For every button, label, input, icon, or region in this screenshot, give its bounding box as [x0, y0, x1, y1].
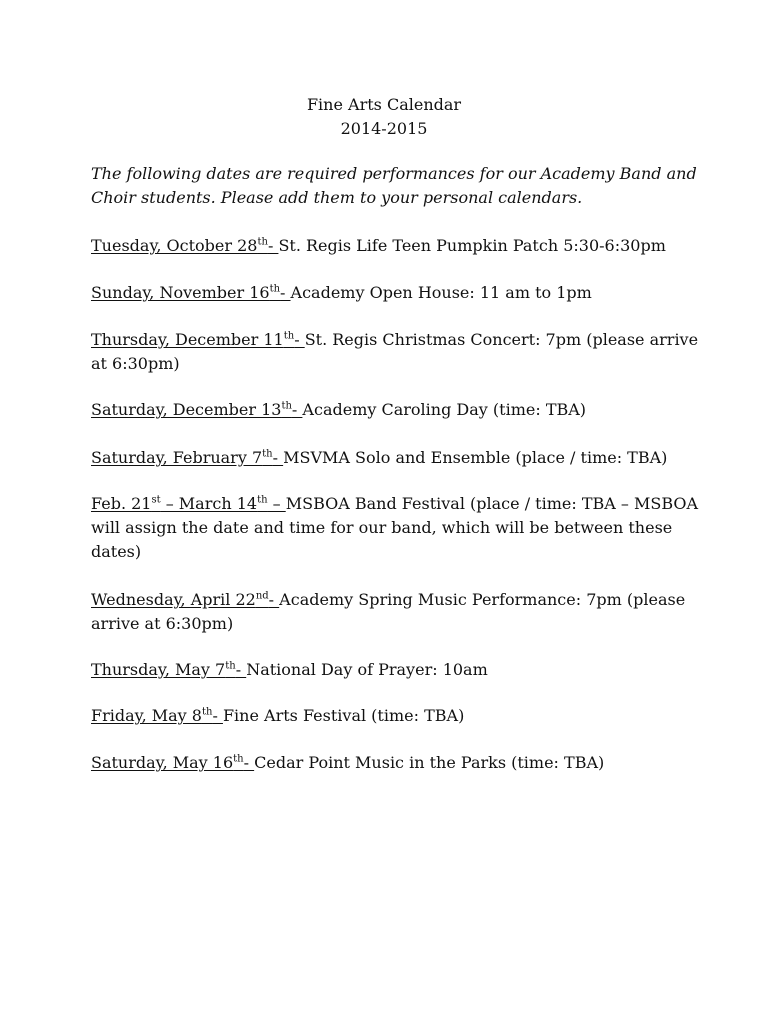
event-item: [91, 704, 711, 728]
event-date: Feb. 21st – March 14th –: [91, 494, 286, 513]
event-item: [91, 234, 711, 258]
event-item: [91, 281, 711, 305]
event-description: MSBOA Band Festival (place / time: TBA – MSBOA will assign the date and time for our band, which will be between these dates): [91, 494, 699, 561]
event-description: National Day of Prayer: 10am: [246, 660, 488, 679]
event-item: [91, 328, 711, 376]
document-year: 2014-2015: [340, 119, 428, 138]
document-title: Fine Arts Calendar: [306, 95, 462, 114]
event-date: Thursday, May 7th-: [91, 660, 247, 679]
event-date: Tuesday, October 28th-: [91, 236, 279, 255]
event-description: St. Regis Christmas Concert: 7pm (please arrive at 6:30pm): [91, 330, 699, 373]
event-date: Saturday, February 7th-: [91, 448, 284, 467]
event-description: Fine Arts Festival (time: TBA): [222, 706, 465, 725]
event-item: [91, 398, 711, 422]
event-date: Friday, May 8th-: [91, 706, 223, 725]
event-description: MSVMA Solo and Ensemble (place / time: TBA): [283, 448, 668, 467]
event-description: Academy Spring Music Performance: 7pm (please arrive at 6:30pm): [91, 590, 686, 633]
event-date: Thursday, December 11th-: [91, 330, 305, 349]
event-description: St. Regis Life Teen Pumpkin Patch 5:30-6:30pm: [278, 236, 666, 255]
event-item: [91, 446, 711, 470]
event-item: [91, 492, 711, 564]
event-description: Academy Open House: 11 am to 1pm: [290, 283, 592, 302]
event-item: [91, 751, 711, 775]
event-description: Cedar Point Music in the Parks (time: TBA): [254, 753, 605, 772]
event-date: Saturday, December 13th-: [91, 400, 303, 419]
event-date: Wednesday, April 22nd-: [91, 590, 280, 609]
intro-paragraph: The following dates are required performances for our Academy Band and Choir students. Please add them to your personal calendars.: [91, 164, 697, 207]
event-date: Saturday, May 16th-: [91, 753, 255, 772]
event-item: [91, 588, 711, 636]
event-description: Academy Caroling Day (time: TBA): [302, 400, 587, 419]
event-date: Sunday, November 16th-: [91, 283, 291, 302]
event-item: [91, 658, 711, 682]
